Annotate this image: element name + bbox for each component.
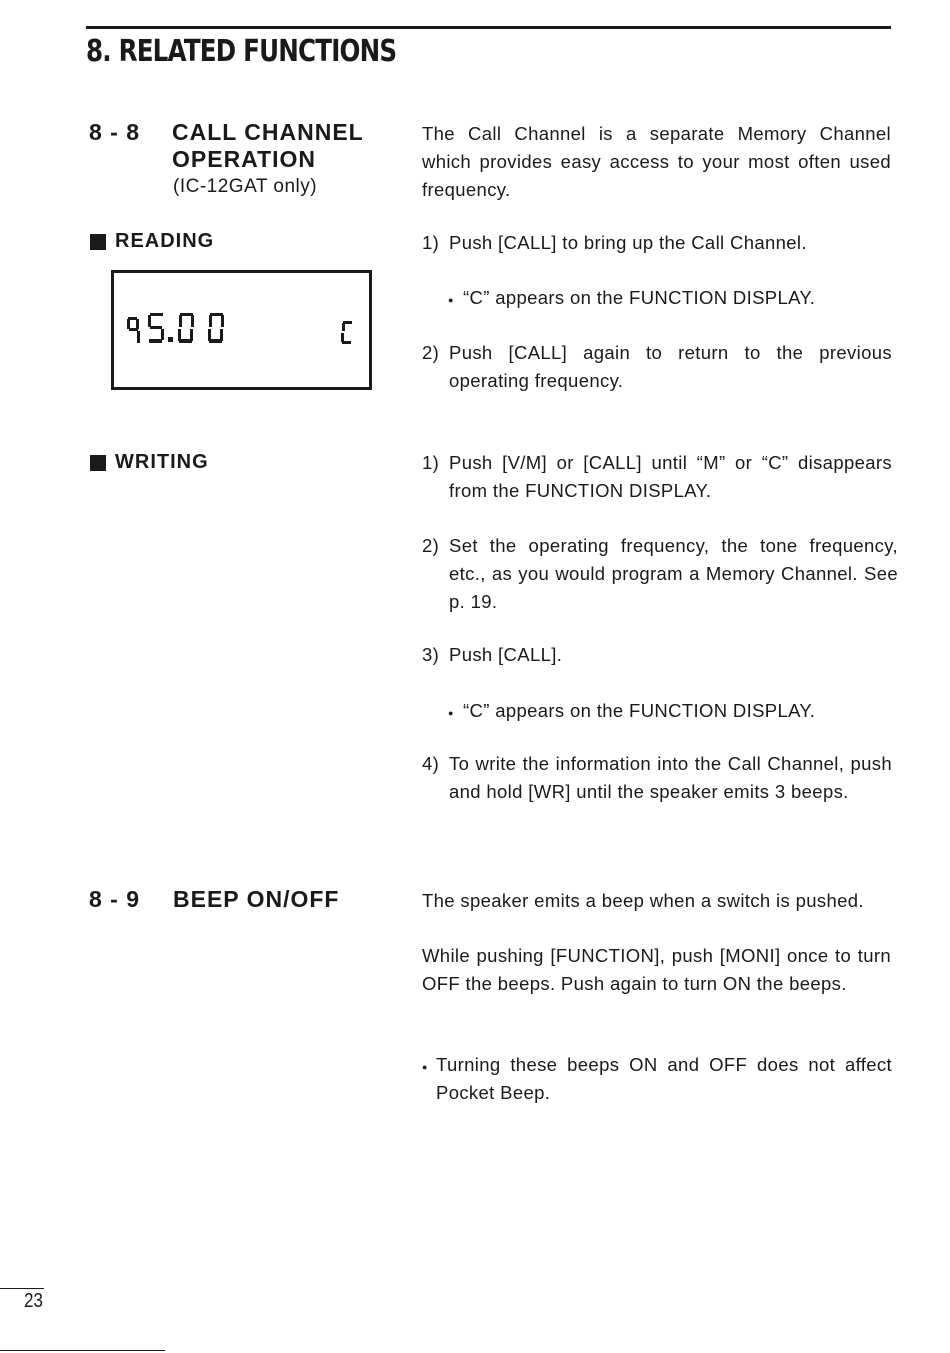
section-8-8-model-note: (IC-12GAT only): [173, 176, 318, 197]
reading-step-2: [422, 339, 892, 395]
round-bullet-icon: ●: [422, 1062, 428, 1072]
square-bullet-icon: [90, 455, 106, 471]
section-8-8-intro: The Call Channel is a separate Memory Channel which provides easy access to your most often used frequency.: [422, 123, 891, 200]
step-number: 2): [422, 342, 440, 363]
page-number: 23: [24, 1290, 43, 1312]
step-number: 4): [422, 753, 440, 774]
reading-heading-label: READING: [115, 230, 215, 252]
step-text: Push [CALL] to bring up the Call Channel.: [449, 232, 807, 253]
section-8-9-para1: The speaker emits a beep when a switch is pushed.: [422, 890, 864, 911]
step-number: 2): [422, 535, 440, 556]
section-8-8-number: 8 - 8: [89, 119, 141, 145]
step-number: 1): [422, 232, 440, 253]
section-8-9-number: 8 - 9: [89, 886, 141, 912]
writing-step-2: [422, 532, 898, 616]
chapter-title: 8. RELATED FUNCTIONS: [86, 34, 397, 69]
bottom-rule: [0, 1350, 165, 1351]
writing-note: [448, 697, 893, 725]
step-number: 3): [422, 644, 440, 665]
step-number: 1): [422, 452, 440, 473]
writing-heading: [90, 451, 209, 474]
step-text: To write the information into the Call Channel, push and hold [WR] until the speaker emits 3 beeps.: [449, 753, 892, 802]
writing-heading-label: WRITING: [115, 451, 209, 473]
section-8-9-note-text: Turning these beeps ON and OFF does not affect Pocket Beep.: [436, 1054, 892, 1103]
writing-step-1: [422, 449, 892, 505]
section-8-9-note: [422, 1051, 892, 1107]
section-8-9-title: BEEP ON/OFF: [173, 886, 340, 912]
reading-note-text: “C” appears on the FUNCTION DISPLAY.: [463, 287, 816, 308]
step-text: Push [CALL].: [449, 644, 563, 665]
step-text: Set the operating frequency, the tone frequency, etc., as you would program a Memory Channel. See p. 19.: [449, 535, 898, 612]
lcd-segments-icon: [114, 273, 369, 387]
reading-heading: [90, 230, 214, 253]
lcd-display: [111, 270, 372, 390]
top-rule: [86, 26, 891, 29]
section-8-8-title-line1: CALL CHANNEL: [172, 119, 364, 145]
step-text: Push [CALL] again to return to the previous operating frequency.: [449, 342, 892, 391]
section-8-9-para2: While pushing [FUNCTION], push [MONI] once to turn OFF the beeps. Push again to turn ON the beeps.: [422, 945, 891, 994]
reading-note: [448, 284, 893, 312]
step-text: Push [V/M] or [CALL] until “M” or “C” disappears from the FUNCTION DISPLAY.: [449, 452, 892, 501]
writing-note-text: “C” appears on the FUNCTION DISPLAY.: [463, 700, 816, 721]
section-8-8-title-line2: OPERATION: [172, 146, 317, 172]
writing-step-4: [422, 750, 892, 806]
square-bullet-icon: [90, 234, 106, 250]
writing-step-3: [422, 641, 892, 669]
page-number-rule: [0, 1288, 44, 1289]
reading-step-1: [422, 229, 892, 257]
